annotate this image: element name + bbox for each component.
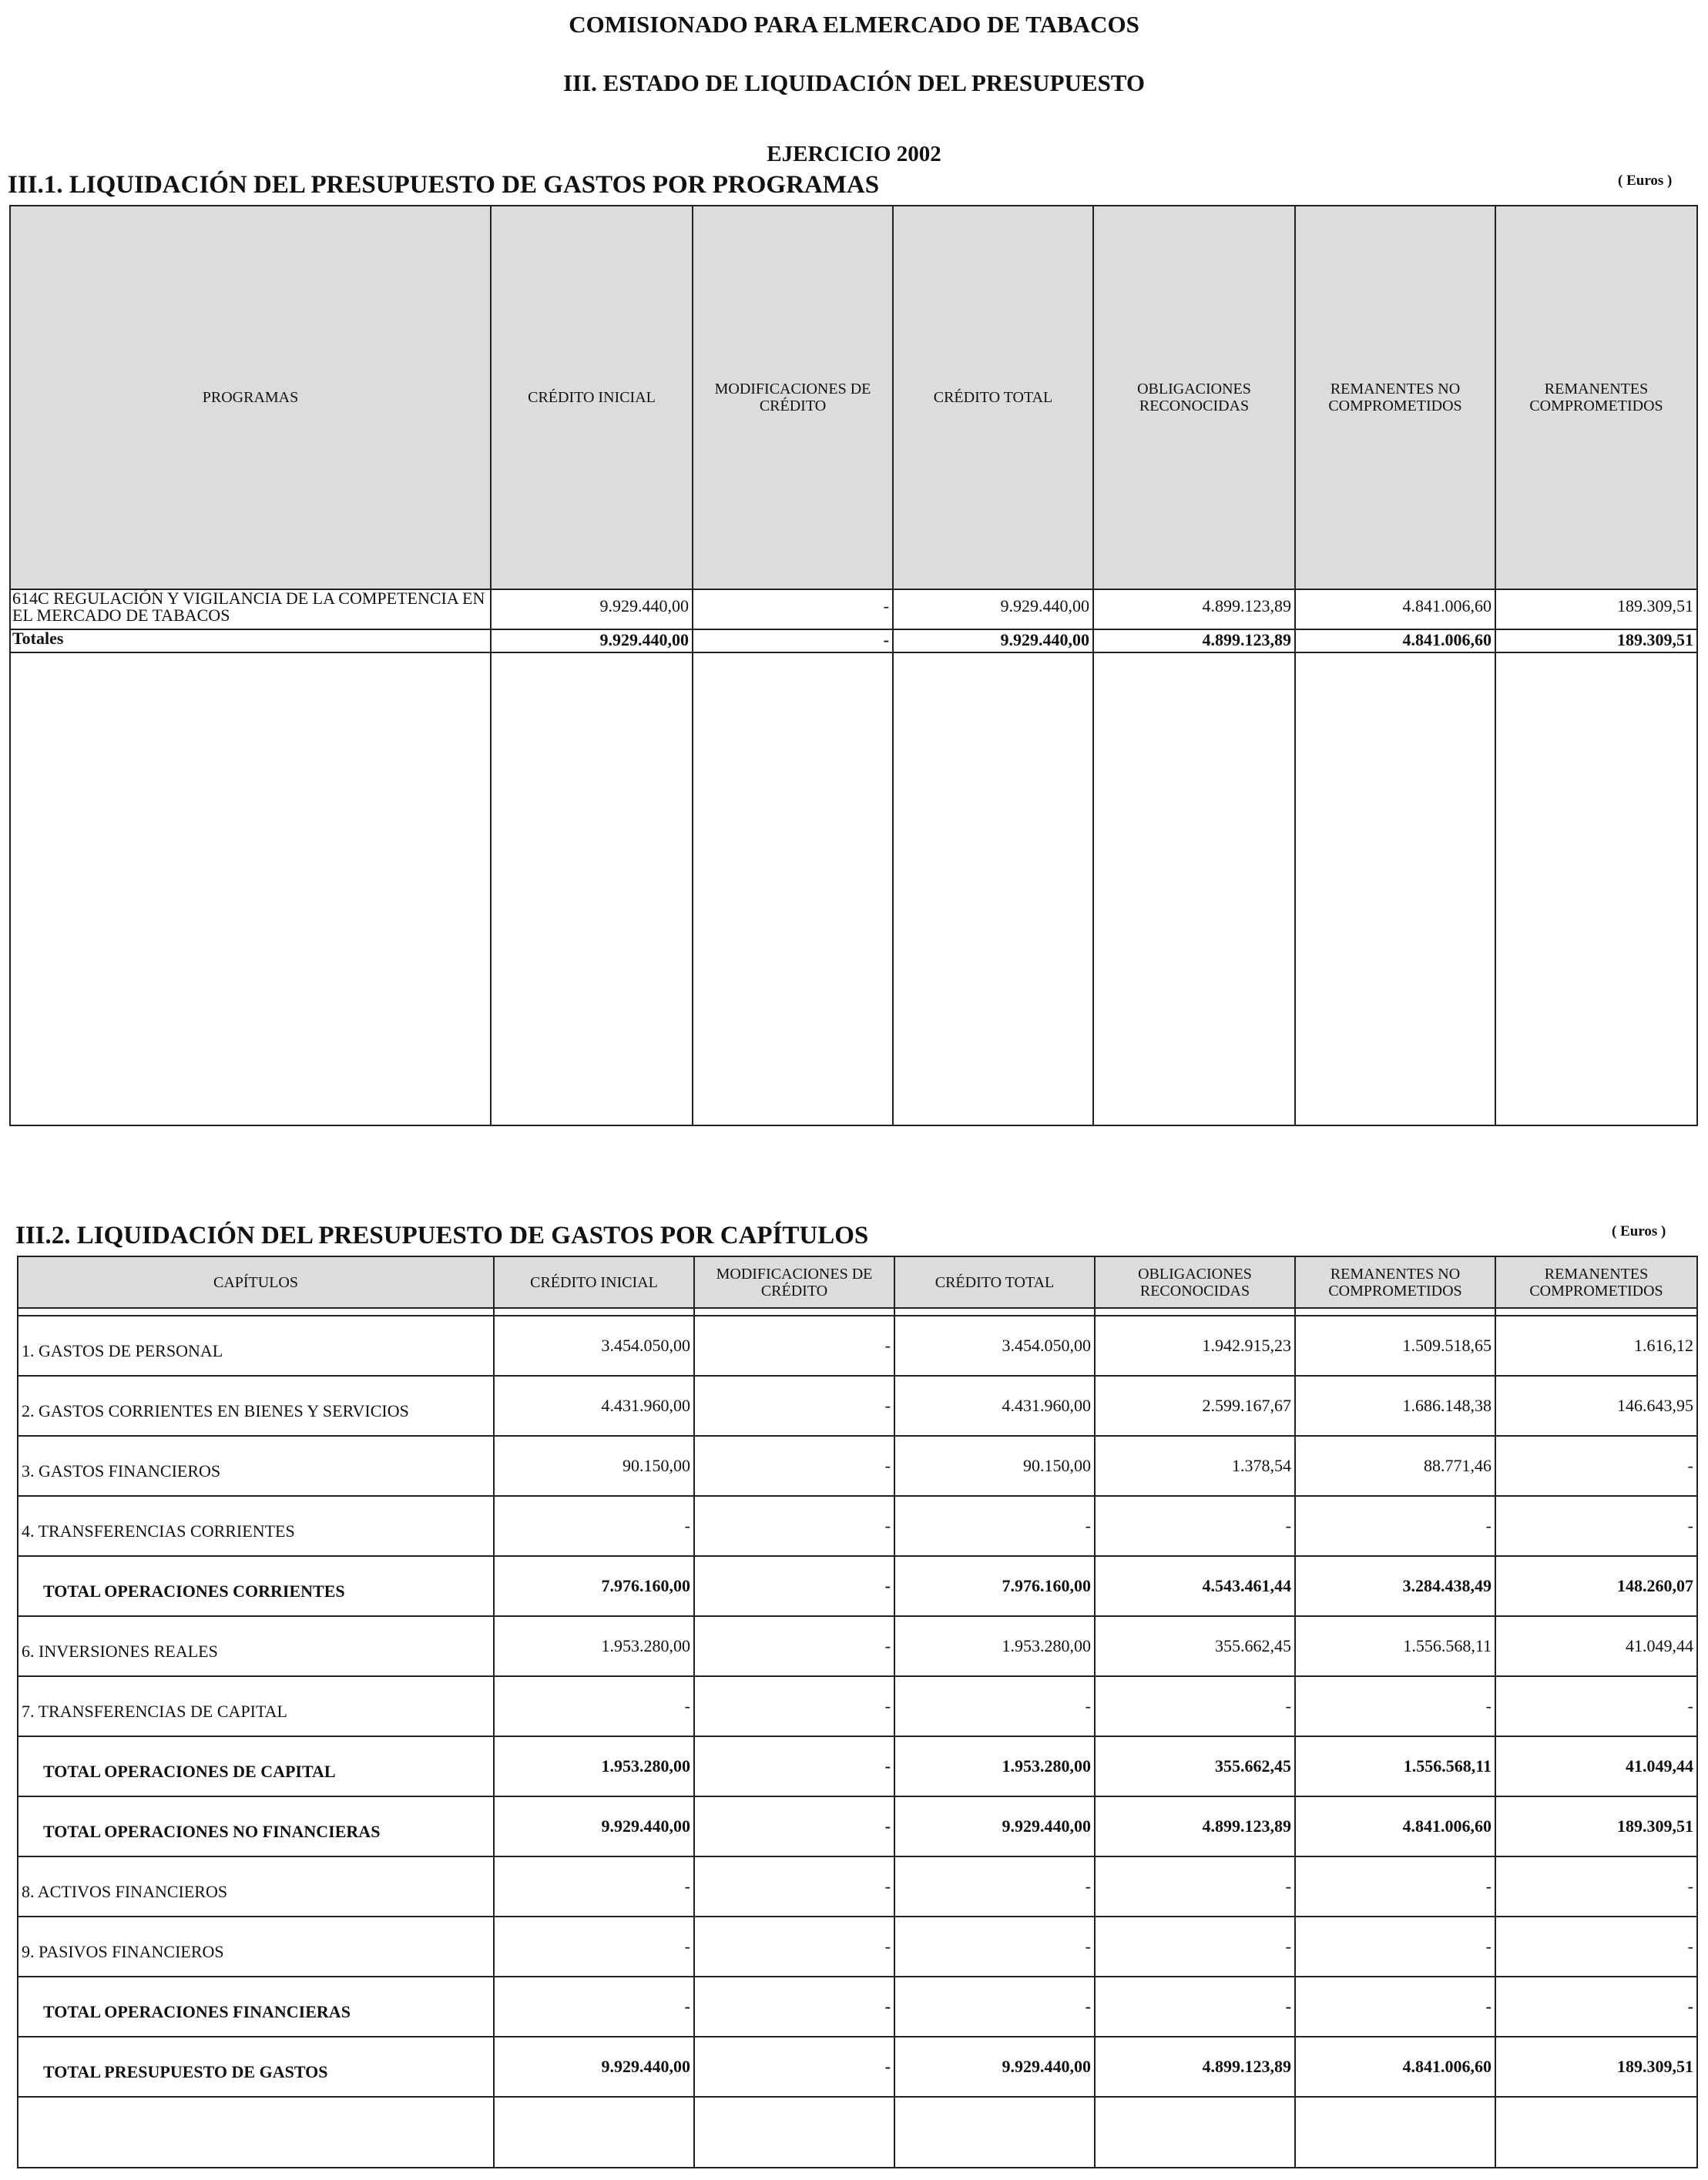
value-cell: - (694, 1316, 894, 1376)
table-row (18, 1616, 1697, 1676)
empty-cell (491, 652, 693, 1126)
chapter-label: TOTAL OPERACIONES NO FINANCIERAS (18, 1796, 494, 1856)
empty-cell (1495, 2097, 1697, 2168)
value-cell: 41.049,44 (1495, 1616, 1697, 1676)
empty-cell (494, 1308, 694, 1316)
value-cell: - (694, 1436, 894, 1496)
table-row (18, 1496, 1697, 1556)
empty-cell (1095, 1308, 1295, 1316)
empty-cell (10, 652, 491, 1126)
value-cell: 1.556.568,11 (1295, 1616, 1495, 1676)
chapter-label: 2. GASTOS CORRIENTES EN BIENES Y SERVICIOS (18, 1376, 494, 1436)
programas-section-title: III.1. LIQUIDACIÓN DEL PRESUPUESTO DE GASTOS POR PROGRAMAS (8, 171, 880, 199)
value-cell: - (1095, 1917, 1295, 1977)
empty-cell (18, 2097, 494, 2168)
col-header-modificaciones: MODIFICACIONES DE CRÉDITO (693, 206, 893, 589)
programas-table (9, 205, 1698, 1126)
col-header-credito-inicial: CRÉDITO INICIAL (494, 1256, 694, 1308)
value-cell: 189.309,51 (1495, 589, 1697, 629)
table-row (18, 1316, 1697, 1376)
empty-cell (494, 2097, 694, 2168)
capitulos-section-title: III.2. LIQUIDACIÓN DEL PRESUPUESTO DE GASTOS POR CAPÍTULOS (15, 1222, 869, 1249)
chapter-label: 1. GASTOS DE PERSONAL (18, 1316, 494, 1376)
value-cell: - (694, 1977, 894, 2037)
value-cell: 1.509.518,65 (1295, 1316, 1495, 1376)
chapter-label: 9. PASIVOS FINANCIEROS (18, 1917, 494, 1977)
empty-cell (893, 652, 1093, 1126)
value-cell: 1.686.148,38 (1295, 1376, 1495, 1436)
value-cell: - (1095, 1977, 1295, 2037)
value-cell: 9.929.440,00 (494, 2037, 694, 2097)
value-cell: 146.643,95 (1495, 1376, 1697, 1436)
value-cell: 90.150,00 (894, 1436, 1095, 1496)
value-cell: 9.929.440,00 (894, 2037, 1095, 2097)
value-cell: 189.309,51 (1495, 2037, 1697, 2097)
col-header-programas: PROGRAMAS (10, 206, 491, 589)
value-cell: - (494, 1856, 694, 1917)
value-cell: - (494, 1917, 694, 1977)
table-row (10, 589, 1697, 629)
value-cell: - (1295, 1977, 1495, 2037)
col-header-capitulos: CAPÍTULOS (18, 1256, 494, 1308)
value-cell: 2.599.167,67 (1095, 1376, 1295, 1436)
table-row (18, 1556, 1697, 1616)
col-header-remanentes-comprometidos: REMANENTES COMPROMETIDOS (1495, 1256, 1697, 1308)
value-cell: - (894, 1676, 1095, 1736)
value-cell: 4.899.123,89 (1095, 1796, 1295, 1856)
value-cell: 4.431.960,00 (494, 1376, 694, 1436)
value-cell: - (694, 1676, 894, 1736)
value-cell: - (1295, 1917, 1495, 1977)
value-cell: 1.953.280,00 (494, 1616, 694, 1676)
value-cell: 1.942.915,23 (1095, 1316, 1295, 1376)
capitulos-table (17, 1256, 1698, 2168)
table-row (18, 1676, 1697, 1736)
table-row (18, 1376, 1697, 1436)
table-row (18, 1796, 1697, 1856)
value-cell: - (694, 1796, 894, 1856)
totals-row (10, 629, 1697, 652)
value-cell: 4.899.123,89 (1095, 2037, 1295, 2097)
col-header-credito-inicial: CRÉDITO INICIAL (491, 206, 693, 589)
value-cell: 355.662,45 (1095, 1616, 1295, 1676)
value-cell: - (694, 1376, 894, 1436)
empty-cell (1093, 652, 1295, 1126)
value-cell: - (1495, 1496, 1697, 1556)
fiscal-year: EJERCICIO 2002 (767, 142, 941, 166)
empty-cell (1295, 2097, 1495, 2168)
value-cell: 9.929.440,00 (894, 1796, 1095, 1856)
value-cell: 1.953.280,00 (894, 1736, 1095, 1796)
chapter-label: 6. INVERSIONES REALES (18, 1616, 494, 1676)
value-cell: 3.284.438,49 (1295, 1556, 1495, 1616)
empty-cell (18, 1308, 494, 1316)
total-value-cell: 9.929.440,00 (491, 629, 693, 652)
value-cell: - (1095, 1676, 1295, 1736)
col-header-credito-total: CRÉDITO TOTAL (894, 1256, 1095, 1308)
total-value-cell: 4.899.123,89 (1093, 629, 1295, 652)
col-header-modificaciones: MODIFICACIONES DE CRÉDITO (694, 1256, 894, 1308)
empty-cell (693, 652, 893, 1126)
value-cell: - (894, 1496, 1095, 1556)
value-cell: 1.378,54 (1095, 1436, 1295, 1496)
value-cell: - (1295, 1676, 1495, 1736)
total-value-cell: 4.841.006,60 (1295, 629, 1495, 652)
table-row (18, 1977, 1697, 2037)
empty-cell (1295, 1308, 1495, 1316)
col-header-remanentes-no-comprometidos: REMANENTES NO COMPROMETIDOS (1295, 1256, 1495, 1308)
value-cell: 3.454.050,00 (894, 1316, 1095, 1376)
value-cell: 9.929.440,00 (491, 589, 693, 629)
value-cell: 1.953.280,00 (894, 1616, 1095, 1676)
col-header-remanentes-no-comprometidos: REMANENTES NO COMPROMETIDOS (1295, 206, 1495, 589)
value-cell: - (894, 1917, 1095, 1977)
value-cell: 1.953.280,00 (494, 1736, 694, 1796)
value-cell: 88.771,46 (1295, 1436, 1495, 1496)
table-row (18, 1917, 1697, 1977)
value-cell: - (1095, 1496, 1295, 1556)
programas-header-row (10, 206, 1697, 589)
value-cell: 4.841.006,60 (1295, 589, 1495, 629)
empty-cell (1295, 652, 1495, 1126)
value-cell: 7.976.160,00 (494, 1556, 694, 1616)
value-cell: 90.150,00 (494, 1436, 694, 1496)
value-cell: 1.556.568,11 (1295, 1736, 1495, 1796)
table-row (18, 1856, 1697, 1917)
value-cell: - (693, 589, 893, 629)
table-row (18, 1736, 1697, 1796)
total-value-cell: 9.929.440,00 (893, 629, 1093, 652)
value-cell: - (1495, 1676, 1697, 1736)
value-cell: 4.841.006,60 (1295, 1796, 1495, 1856)
value-cell: 4.431.960,00 (894, 1376, 1095, 1436)
chapter-label: 8. ACTIVOS FINANCIEROS (18, 1856, 494, 1917)
chapter-label: 3. GASTOS FINANCIEROS (18, 1436, 494, 1496)
value-cell: - (694, 2037, 894, 2097)
value-cell: - (1295, 1856, 1495, 1917)
col-header-remanentes-comprometidos: REMANENTES COMPROMETIDOS (1495, 206, 1697, 589)
empty-cell (894, 2097, 1095, 2168)
empty-filler-row (18, 2097, 1697, 2168)
value-cell: - (694, 1556, 894, 1616)
value-cell: - (494, 1977, 694, 2037)
empty-cell (1495, 1308, 1697, 1316)
value-cell: 1.616,12 (1495, 1316, 1697, 1376)
empty-cell (1495, 652, 1697, 1126)
chapter-label: TOTAL OPERACIONES FINANCIERAS (18, 1977, 494, 2037)
value-cell: 4.543.461,44 (1095, 1556, 1295, 1616)
value-cell: 41.049,44 (1495, 1736, 1697, 1796)
statement-title: III. ESTADO DE LIQUIDACIÓN DEL PRESUPUESTO (562, 69, 1146, 96)
chapter-label: 4. TRANSFERENCIAS CORRIENTES (18, 1496, 494, 1556)
value-cell: - (1495, 1977, 1697, 2037)
empty-cell (694, 2097, 894, 2168)
empty-filler-row (10, 652, 1697, 1126)
capitulos-header-row (18, 1256, 1697, 1308)
programas-units: ( Euros ) (1618, 173, 1673, 189)
value-cell: - (1095, 1856, 1295, 1917)
value-cell: 9.929.440,00 (893, 589, 1093, 629)
value-cell: - (694, 1616, 894, 1676)
value-cell: - (694, 1917, 894, 1977)
document-organization: COMISIONADO PARA ELMERCADO DE TABACOS (569, 11, 1139, 38)
col-header-obligaciones: OBLIGACIONES RECONOCIDAS (1095, 1256, 1295, 1308)
value-cell: 9.929.440,00 (494, 1796, 694, 1856)
value-cell: - (1495, 1917, 1697, 1977)
value-cell: - (1295, 1496, 1495, 1556)
chapter-label: TOTAL OPERACIONES DE CAPITAL (18, 1736, 494, 1796)
empty-cell (894, 1308, 1095, 1316)
value-cell: 4.841.006,60 (1295, 2037, 1495, 2097)
chapter-label: TOTAL PRESUPUESTO DE GASTOS (18, 2037, 494, 2097)
empty-cell (694, 1308, 894, 1316)
total-value-cell: 189.309,51 (1495, 629, 1697, 652)
value-cell: - (694, 1856, 894, 1917)
value-cell: 3.454.050,00 (494, 1316, 694, 1376)
spacer-row (18, 1308, 1697, 1316)
value-cell: 148.260,07 (1495, 1556, 1697, 1616)
table-row (18, 1436, 1697, 1496)
value-cell: - (494, 1496, 694, 1556)
total-value-cell: - (693, 629, 893, 652)
totals-label: Totales (10, 629, 491, 652)
program-label: 614C REGULACIÓN Y VIGILANCIA DE LA COMPETENCIA EN EL MERCADO DE TABACOS (10, 589, 491, 629)
value-cell: 355.662,45 (1095, 1736, 1295, 1796)
value-cell: - (894, 1856, 1095, 1917)
value-cell: 4.899.123,89 (1093, 589, 1295, 629)
value-cell: - (1495, 1856, 1697, 1917)
value-cell: - (694, 1496, 894, 1556)
capitulos-units: ( Euros ) (1612, 1223, 1666, 1239)
col-header-obligaciones: OBLIGACIONES RECONOCIDAS (1093, 206, 1295, 589)
col-header-credito-total: CRÉDITO TOTAL (893, 206, 1093, 589)
value-cell: - (694, 1736, 894, 1796)
value-cell: 7.976.160,00 (894, 1556, 1095, 1616)
empty-cell (1095, 2097, 1295, 2168)
value-cell: - (494, 1676, 694, 1736)
table-row (18, 2037, 1697, 2097)
chapter-label: 7. TRANSFERENCIAS DE CAPITAL (18, 1676, 494, 1736)
value-cell: 189.309,51 (1495, 1796, 1697, 1856)
value-cell: - (894, 1977, 1095, 2037)
value-cell: - (1495, 1436, 1697, 1496)
chapter-label: TOTAL OPERACIONES CORRIENTES (18, 1556, 494, 1616)
